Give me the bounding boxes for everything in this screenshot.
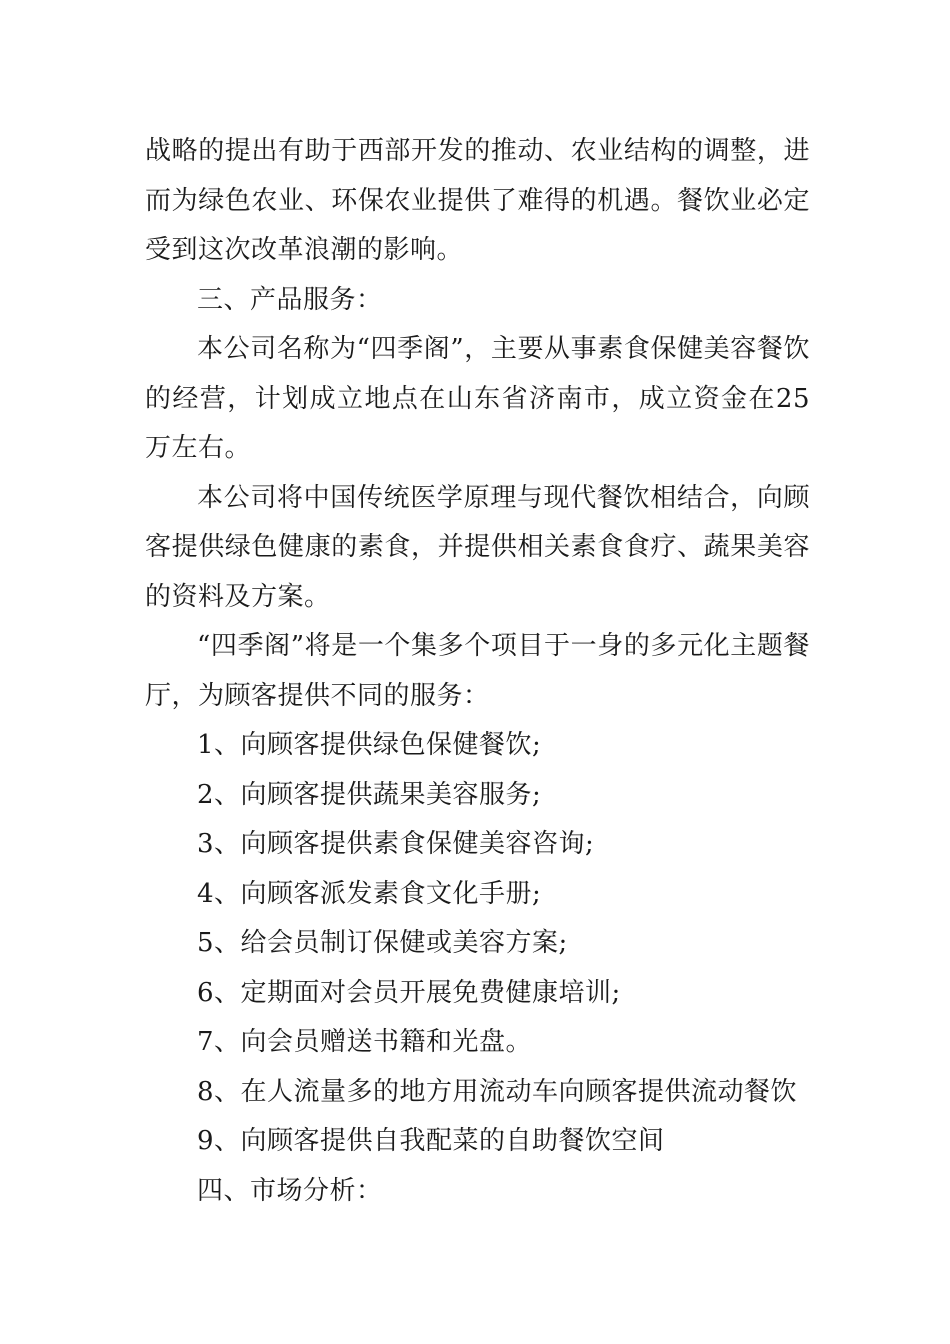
paragraph-continuation: 战略的提出有助于西部开发的推动、农业结构的调整，进而为绿色农业、环保农业提供了难得的机遇。餐饮业必定受到这次改革浪潮的影响。: [145, 136, 810, 265]
list-item-service-5: 5、给会员制订保健或美容方案;: [197, 928, 568, 958]
list-item-service-4: 4、向顾客派发素食文化手册;: [197, 878, 542, 909]
document-body: [145, 127, 810, 1216]
list-item-service-6: 6、定期面对会员开展免费健康培训;: [197, 977, 621, 1008]
list-item-service-9: 9、向顾客提供自我配菜的自助餐饮空间: [197, 1126, 665, 1156]
paragraph-company-name: 本公司名称为“四季阁”，主要从事素食保健美容餐饮的经营，计划成立地点在山东省济南市，成立资金在25万左右。: [145, 334, 810, 463]
list-item-service-1: 1、向顾客提供绿色保健餐饮;: [197, 730, 542, 760]
list-item-service-3: 3、向顾客提供素食保健美容咨询;: [197, 829, 595, 859]
paragraph-restaurant-intro: “四季阁”将是一个集多个项目于一身的多元化主题餐厅，为顾客提供不同的服务：: [145, 631, 810, 711]
section-heading-product-service: 三、产品服务：: [197, 284, 383, 315]
list-item-service-7: 7、向会员赠送书籍和光盘。: [197, 1027, 533, 1057]
section-heading-market-analysis: 四、市场分析：: [197, 1175, 383, 1206]
paragraph-company-concept: 本公司将中国传统医学原理与现代餐饮相结合，向顾客提供绿色健康的素食，并提供相关素食食疗、蔬果美容的资料及方案。: [145, 482, 810, 612]
list-item-service-2: 2、向顾客提供蔬果美容服务;: [197, 779, 542, 810]
list-item-service-8: 8、在人流量多的地方用流动车向顾客提供流动餐饮: [197, 1076, 798, 1107]
